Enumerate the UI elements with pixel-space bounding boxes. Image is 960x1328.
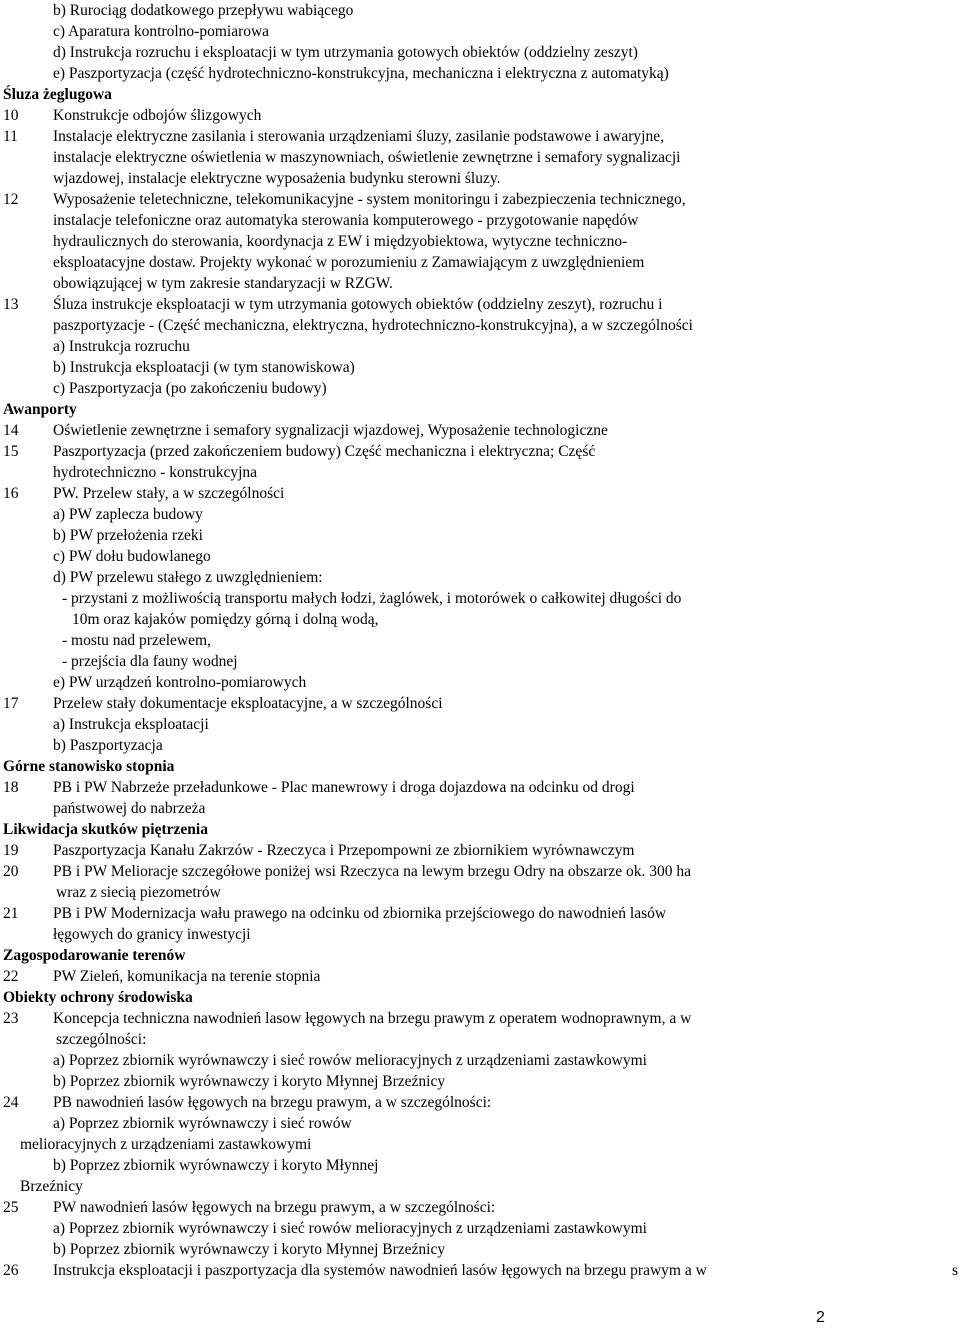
text-line: d) Instrukcja rozruchu i eksploatacji w tym utrzymania gotowych obiektów (oddzielny zeszyt)	[53, 44, 638, 61]
item-number: 19	[3, 842, 19, 859]
text-line: Przelew stały dokumentacje eksploatacyjne, a w szczególności	[53, 695, 443, 712]
item-number: 12	[3, 191, 19, 208]
section-heading: Zagospodarowanie terenów	[3, 947, 186, 964]
text-line: PW nawodnień lasów łęgowych na brzegu prawym, a w szczególności:	[53, 1199, 496, 1216]
text-line: a) PW zaplecza budowy	[53, 506, 203, 523]
text-line: hydrotechniczno - konstrukcyjna	[53, 464, 258, 481]
text-line: a) Poprzez zbiornik wyrównawczy i sieć rowów melioracyjnych z urządzeniami zastawkowymi	[53, 1052, 647, 1069]
text-line: - przejścia dla fauny wodnej	[62, 653, 238, 670]
text-line: Konstrukcje odbojów ślizgowych	[53, 107, 262, 124]
text-line: a) Instrukcja rozruchu	[53, 338, 190, 355]
section-heading: Śluza żeglugowa	[3, 86, 112, 103]
text-line: a) Poprzez zbiornik wyrównawczy i sieć rowów	[53, 1115, 352, 1132]
text-line: - mostu nad przelewem,	[62, 632, 211, 649]
text-line: Paszportyzacja (przed zakończeniem budowy) Część mechaniczna i elektryczna; Część	[53, 443, 596, 460]
text-line: paszportyzacje - (Część mechaniczna, elektryczna, hydrotechniczno-konstrukcyjna), a w szczególności	[53, 317, 693, 334]
item-number: 20	[3, 863, 19, 880]
text-line: b) Poprzez zbiornik wyrównawczy i koryto Młynnej Brzeźnicy	[53, 1073, 446, 1090]
text-line: hydraulicznych do sterowania, koordynacja z EW i międzyobiektowa, wytyczne techniczno-	[53, 233, 628, 250]
text-line: PB i PW Modernizacja wału prawego na odcinku od zbiornika przejściowego do nawodnień lasów	[53, 905, 667, 922]
text-line: c) Paszportyzacja (po zakończeniu budowy)	[53, 380, 327, 397]
text-line: PW. Przelew stały, a w szczególności	[53, 485, 285, 502]
text-line: wraz z siecią piezometrów	[56, 884, 221, 901]
text-line: c) Aparatura kontrolno-pomiarowa	[53, 23, 270, 40]
text-line: PW Zieleń, komunikacja na terenie stopnia	[53, 968, 321, 985]
text-line: b) Rurociąg dodatkowego przepływu wabiącego	[53, 2, 354, 19]
text-line: instalacje telefoniczne oraz automatyka sterowania komputerowego - przygotowanie napędów	[53, 212, 639, 229]
item-number: 14	[3, 422, 19, 439]
item-number: 11	[3, 128, 18, 145]
item-number: 18	[3, 779, 19, 796]
text-line: b) Poprzez zbiornik wyrównawczy i koryto Młynnej Brzeźnicy	[53, 1241, 446, 1258]
text-line: PB i PW Melioracje szczegółowe poniżej wsi Rzeczyca na lewym brzegu Odry na obszarze ok. 300 ha	[53, 863, 692, 880]
text-line: Paszportyzacja Kanału Zakrzów - Rzeczyca i Przepompowni ze zbiornikiem wyrównawczym	[53, 842, 635, 859]
text-line: b) Paszportyzacja	[53, 737, 163, 754]
text-line: Wyposażenie teletechniczne, telekomunikacyjne - system monitoringu i zabezpieczenia technicznego,	[53, 191, 686, 208]
item-number: 26	[3, 1262, 19, 1279]
text-line: - przystani z możliwością transportu małych łodzi, żaglówek, i motorówek o całkowitej długości do	[62, 590, 682, 607]
text-line: a) Instrukcja eksploatacji	[53, 716, 209, 733]
text-line: b) Instrukcja eksploatacji (w tym stanowiskowa)	[53, 359, 355, 376]
clipped-text-fragment: s	[952, 1262, 959, 1279]
item-number: 24	[3, 1094, 19, 1111]
section-heading: Likwidacja skutków piętrzenia	[3, 821, 208, 838]
item-number: 13	[3, 296, 19, 313]
text-line: wjazdowej, instalacje elektryczne wyposażenia budynku sterowni śluzy.	[53, 170, 501, 187]
section-heading: Górne stanowisko stopnia	[3, 758, 175, 775]
text-line: instalacje elektryczne oświetlenia w maszynowniach, oświetlenie zewnętrzne i semafory sygnalizacji	[53, 149, 681, 166]
text-line: eksploatacyjne dostaw. Projekty wykonać w porozumieniu z Zamawiającym z uwzględnieniem	[53, 254, 645, 271]
text-line: e) PW urządzeń kontrolno-pomiarowych	[53, 674, 307, 691]
text-line: Śluza instrukcje eksploatacji w tym utrzymania gotowych obiektów (oddzielny zeszyt), rozruchu i	[53, 296, 663, 313]
text-line: melioracyjnych z urządzeniami zastawkowymi	[20, 1136, 312, 1153]
item-number: 17	[3, 695, 19, 712]
text-line: d) PW przelewu stałego z uwzględnieniem:	[53, 569, 323, 586]
text-line: 10m oraz kajaków pomiędzy górną i dolną wodą,	[72, 611, 379, 628]
text-line: c) PW dołu budowlanego	[53, 548, 211, 565]
text-line: PB nawodnień lasów łęgowych na brzegu prawym, a w szczególności:	[53, 1094, 492, 1111]
item-number: 10	[3, 107, 19, 124]
text-line: szczególności:	[56, 1031, 147, 1048]
text-line: Instrukcja eksploatacji i paszportyzacja dla systemów nawodnień lasów łęgowych na brzegu prawym a w	[53, 1262, 707, 1279]
item-number: 21	[3, 905, 19, 922]
item-number: 16	[3, 485, 19, 502]
item-number: 25	[3, 1199, 19, 1216]
text-line: Brzeźnicy	[20, 1178, 83, 1195]
item-number: 15	[3, 443, 19, 460]
text-line: Instalacje elektryczne zasilania i sterowania urządzeniami śluzy, zasilanie podstawowe i awaryjne,	[53, 128, 664, 145]
item-number: 22	[3, 968, 19, 985]
text-line: e) Paszportyzacja (część hydrotechniczno-konstrukcyjna, mechaniczna i elektryczna z automatyką)	[53, 65, 669, 82]
text-line: PB i PW Nabrzeże przeładunkowe - Plac manewrowy i droga dojazdowa na odcinku od drogi	[53, 779, 635, 796]
section-heading: Obiekty ochrony środowiska	[3, 989, 193, 1006]
text-line: b) Poprzez zbiornik wyrównawczy i koryto Młynnej	[53, 1157, 379, 1174]
text-line: państwowej do nabrzeża	[53, 800, 206, 817]
section-heading: Awanporty	[3, 401, 77, 418]
text-line: a) Poprzez zbiornik wyrównawczy i sieć rowów melioracyjnych z urządzeniami zastawkowymi	[53, 1220, 647, 1237]
text-line: b) PW przełożenia rzeki	[53, 527, 203, 544]
text-line: obowiązującej w tym zakresie standaryzacji w RZGW.	[53, 275, 393, 292]
page-number: 2	[816, 1309, 825, 1326]
item-number: 23	[3, 1010, 19, 1027]
text-line: Koncepcja techniczna nawodnień lasow łęgowych na brzegu prawym z operatem wodnoprawnym, a w	[53, 1010, 692, 1027]
text-line: łęgowych do granicy inwestycji	[53, 926, 251, 943]
text-line: Oświetlenie zewnętrzne i semafory sygnalizacji wjazdowej, Wyposażenie technologiczne	[53, 422, 608, 439]
